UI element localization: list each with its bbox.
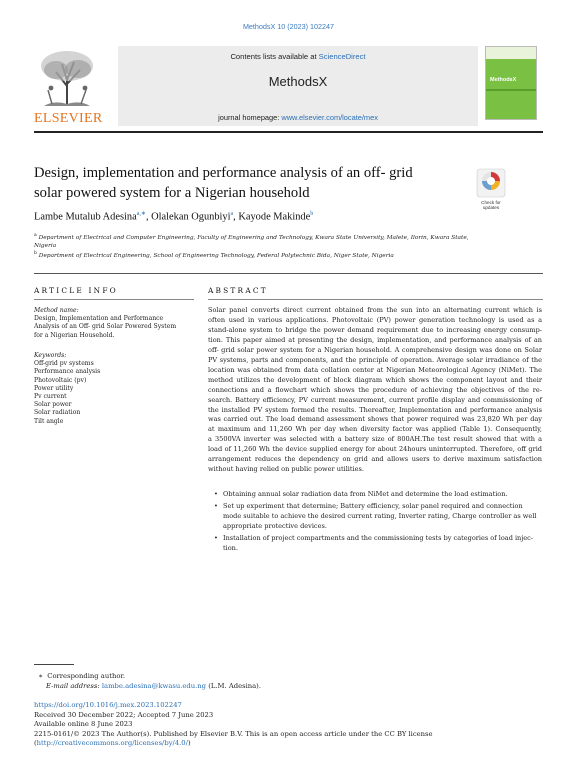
doi-line bbox=[34, 701, 182, 710]
corresponding-author-note bbox=[34, 671, 125, 681]
method-name-block bbox=[34, 307, 194, 340]
copyright-line: 2215-0161/© 2023 The Author(s). Published by Elsevier B.V. This is an open access article under the CC BY license bbox=[34, 730, 433, 738]
affiliation-mark: b bbox=[34, 251, 37, 256]
license-link[interactable]: http://creativecommons.org/licenses/by/4.0/ bbox=[36, 739, 188, 747]
abstract-line: the installed PV system formed the results. Thereafter, Implementation and performance analysis bbox=[208, 405, 542, 414]
section-divider bbox=[34, 273, 543, 274]
sciencedirect-link[interactable]: ScienceDirect bbox=[318, 52, 366, 61]
author-affiliation-mark[interactable]: b bbox=[310, 211, 314, 217]
abstract-line: at maximum and 11,260 Wh per day when diversity factor was applied (Table 1). Consequently, bbox=[208, 425, 542, 434]
footnote-rule bbox=[34, 664, 74, 665]
paper-title: Design, implementation and performance analysis of an off- grid solar powered system for a Nigerian household bbox=[34, 165, 413, 201]
cover-band bbox=[486, 89, 536, 91]
article-info-rule bbox=[34, 299, 194, 300]
journal-citation[interactable]: MethodsX 10 (2023) 102247 bbox=[242, 22, 335, 31]
header-rule bbox=[34, 131, 543, 133]
abstract-line: search. Battery efficiency, PV current measurement, current profile display and commissioning of bbox=[208, 395, 542, 404]
received-dates: Received 30 December 2022; Accepted 7 June 2023 bbox=[34, 711, 214, 719]
journal-name: MethodsX bbox=[268, 74, 328, 89]
abstract-line: without having relied on public power utilities. bbox=[208, 465, 364, 474]
abstract-line: stand-alone system to bridge the power demand requirement due to increasing energy consump- bbox=[208, 325, 542, 334]
author-name[interactable]: Kayode Makinde bbox=[238, 211, 311, 223]
abstract-line: load of 11,260 Wh the device supplied energy for about 24hours uninterrupted. Therefore, off grid bbox=[208, 445, 542, 454]
homepage-line bbox=[118, 113, 478, 122]
abstract-line: method utilizes the development of block diagram which shows the component layout and their bbox=[208, 375, 542, 384]
cover-title: MethodsX bbox=[490, 77, 517, 83]
elsevier-wordmark: ELSEVIER bbox=[34, 111, 103, 126]
crossmark-line1: Check for bbox=[481, 200, 501, 205]
highlights-list bbox=[214, 490, 544, 556]
affiliation-text-cont: Nigeria bbox=[34, 243, 57, 250]
keyword-item: Off-grid pv systems bbox=[34, 360, 94, 368]
method-name-line: Design, Implementation and Performance bbox=[34, 315, 164, 323]
cover-top-strip bbox=[486, 47, 536, 59]
license-open-paren: ( bbox=[34, 739, 37, 747]
highlight-line: Obtaining annual solar radiation data from NiMet and determine the load estimation. bbox=[223, 490, 508, 498]
email-label: E-mail address: bbox=[46, 682, 100, 690]
abstract-line: tion. This paper aimed at presenting the design, implementation, and performance analysis of an bbox=[208, 335, 542, 344]
available-online: Available online 8 June 2023 bbox=[34, 720, 133, 728]
email-link[interactable]: lambe.adesina@kwasu.edu.ng bbox=[101, 682, 207, 690]
article-info-heading: ARTICLE INFO bbox=[34, 286, 118, 295]
highlight-line: Set up experiment that determine; Battery efficiency, solar panel required and connection bbox=[223, 501, 523, 510]
author-affiliation-mark[interactable]: a,∗ bbox=[136, 211, 146, 217]
highlight-line: mode suitable to achieve the desired current rating, Inverter rating, Charge controller as well bbox=[223, 511, 537, 520]
abstract-line: Solar panel converts direct current obtained from the sun into an alternating current which is bbox=[208, 306, 542, 314]
bullet-icon: • bbox=[214, 501, 218, 510]
abstract-line: arrangement reduces the dependency on grid and allows users to derive maximum satisfaction bbox=[208, 455, 542, 464]
affiliation-text: Department of Electrical and Computer Engineering, Faculty of Engineering and Technology, Kwara State University, Malete, Ilorin, Kwara State, bbox=[38, 234, 469, 241]
bullet-icon: • bbox=[214, 533, 218, 542]
contents-line bbox=[118, 52, 478, 61]
keyword-item: Power utility bbox=[34, 384, 74, 392]
abstract-line: location was obtained from data collation center at Nigerian Meteorological Agency (NiMet). The bbox=[208, 365, 542, 374]
method-name-line: Analysis of an Off- grid Solar Powered System bbox=[34, 323, 177, 331]
keyword-item: Pv current bbox=[34, 393, 67, 401]
keyword-item: Tilt angle bbox=[34, 417, 64, 425]
author-name[interactable]: Olalekan Ogunbiyi bbox=[151, 211, 231, 223]
asterisk-mark: ∗ bbox=[34, 672, 48, 680]
keyword-item: Solar radiation bbox=[34, 409, 81, 417]
bullet-icon: • bbox=[214, 490, 218, 498]
affiliation-mark: a bbox=[34, 233, 37, 238]
keyword-item: Performance analysis bbox=[34, 368, 101, 376]
keyword-item: Solar power bbox=[34, 401, 72, 409]
keyword-item: Photovoltaic (pv) bbox=[34, 376, 87, 384]
method-name-label: Method name: bbox=[34, 307, 79, 314]
abstract-heading: ABSTRACT bbox=[208, 286, 268, 295]
license-line bbox=[34, 739, 191, 748]
check-for-updates-icon[interactable] bbox=[476, 168, 506, 198]
author-affiliation-mark[interactable]: a bbox=[230, 211, 234, 217]
homepage-link[interactable]: www.elsevier.com/locate/mex bbox=[281, 113, 378, 122]
license-close-paren: ) bbox=[187, 739, 191, 747]
journal-cover-image[interactable] bbox=[485, 46, 537, 120]
keywords-block bbox=[34, 352, 194, 426]
abstract-rule bbox=[208, 299, 543, 300]
affiliation-b bbox=[34, 250, 474, 260]
abstract-line: a 3500VA inverter was selected with a battery size of 800AH.The test result showed that with a bbox=[208, 435, 542, 444]
homepage-prefix: journal homepage: bbox=[218, 113, 282, 122]
abstract-line: off- grid solar power system for a Nigerian household. A comprehensive design was done on Solar bbox=[208, 345, 542, 354]
email-line bbox=[46, 681, 261, 691]
crossmark-line2: updates bbox=[482, 205, 500, 211]
author-name[interactable]: Lambe Mutalub Adesina bbox=[34, 211, 137, 223]
highlight-line: appropriate protective devices. bbox=[223, 521, 327, 530]
email-suffix: (L.M. Adesina). bbox=[206, 682, 261, 690]
author-list: Lambe Mutalub Adesina$^{a,∗}$, Olalekan Ogunbiyi$^a$, Kayode Makinde$^b$ bbox=[34, 211, 314, 223]
contents-prefix: Contents lists available at bbox=[230, 52, 319, 61]
affiliation-text: Department of Electrical Engineering, School of Engineering Technology, Federal Polytechnic Bida, Niger State, Nigeria bbox=[38, 252, 394, 259]
corresponding-label: Corresponding author. bbox=[47, 672, 126, 680]
highlight-item bbox=[214, 490, 544, 500]
highlight-item bbox=[214, 534, 544, 554]
highlight-line: tion. bbox=[223, 543, 238, 552]
highlight-item bbox=[214, 502, 544, 532]
doi-link[interactable]: https://doi.org/10.1016/j.mex.2023.102247 bbox=[34, 701, 182, 709]
abstract-body bbox=[208, 306, 542, 475]
abstract-line: often used in various applications. Photovoltaic (PV) power generation technology is used as a bbox=[208, 315, 542, 324]
keywords-label: Keywords: bbox=[34, 352, 67, 359]
highlight-line: Installation of project compartments and the commissioning tests by categories of load injec- bbox=[223, 533, 534, 542]
abstract-line: PV systems, parts and components, and the principle of operation. Average solar irradiance of the bbox=[208, 355, 542, 364]
abstract-line: was carried out. The load demand assessment shows that power required was 23,820 Wh per day bbox=[208, 415, 542, 424]
affiliation-a bbox=[34, 232, 474, 251]
method-name-line: for a Nigerian Household. bbox=[34, 331, 115, 339]
abstract-line: connections and a flowchart which shows the procedure of achieving the objectives of the re- bbox=[208, 385, 542, 394]
